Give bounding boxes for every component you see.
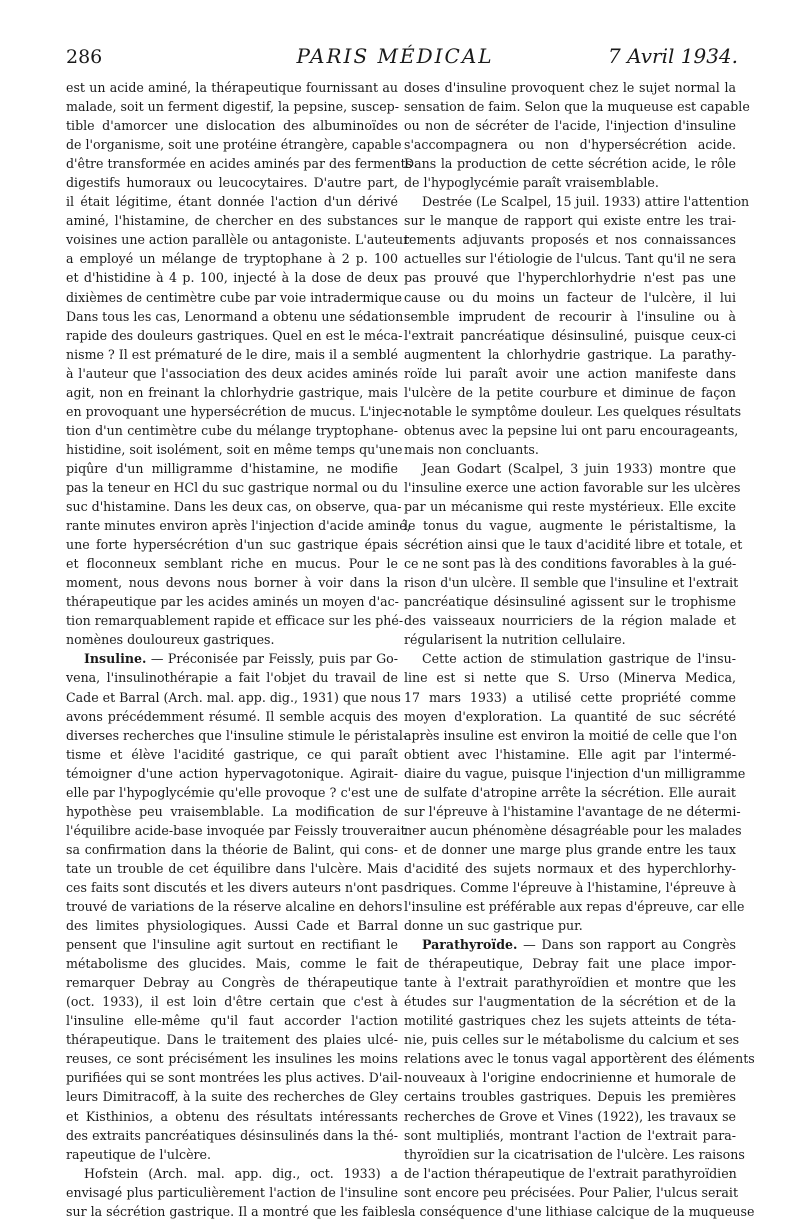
text-line: tements adjuvants proposés et nos connaissances [404, 232, 736, 248]
text-line: rante minutes environ après l'injection d'acide aminé, [66, 518, 411, 534]
text-line: témoigner d'une action hypervagotonique. Agirait- [66, 765, 398, 781]
text-line: envisagé plus particulièrement l'action de l'insuline [66, 1184, 398, 1200]
text-line: aminé, l'histamine, de chercher en des substances [66, 213, 398, 229]
text-line: Parathyroïde. — Dans son rapport au Congrès [422, 937, 736, 953]
text-line: trouvé de variations de la réserve alcaline en dehors [66, 899, 403, 915]
text-line: motilité gastriques chez les sujets atteints de téta- [404, 1013, 736, 1029]
text-line: tante à l'extrait parathyroïdien et montre que les [404, 975, 736, 991]
text-line: la conséquence d'une lithiase calcique de la muqueuse [404, 1203, 755, 1219]
text-line: d'acidité des sujets normaux et des hyperchlorhy- [404, 860, 736, 876]
text-line: thyroïdien sur la cicatrisation de l'ulcère. Les raisons [404, 1146, 745, 1162]
text-line: sensation de faim. Selon que la muqueuse est capable [404, 99, 750, 115]
text-line: de l'action thérapeutique de l'extrait parathyroïdien [404, 1165, 737, 1181]
text-line: est un acide aminé, la thérapeutique fournissant au [66, 80, 398, 95]
text-line: sur le manque de rapport qui existe entre les trai- [404, 213, 736, 229]
text-line: driques. Comme l'épreuve à l'histamine, l'épreuve à [404, 879, 737, 895]
text-line: il était légitime, étant donnée l'action d'un dérivé [66, 194, 398, 210]
text-line: des vaisseaux nourriciers de la région malade et [404, 613, 736, 629]
text-line: tion d'un centimètre cube du mélange tryptophane- [66, 422, 398, 438]
text-line: moyen d'exploration. La quantité de suc sécrété [404, 708, 736, 724]
text-line: augmentent la chlorhydrie gastrique. La parathy- [404, 346, 736, 362]
text-line: piqûre d'un milligramme d'histamine, ne modifie [66, 460, 398, 476]
text-line: histidine, soit isolément, soit en même temps qu'une [66, 441, 403, 457]
text-line: reuses, ce sont précisément les insulines les moins [66, 1051, 398, 1067]
text-line: à l'auteur que l'association des deux acides aminés [66, 365, 398, 381]
text-line: Dans la production de cette sécrétion acide, le rôle [404, 156, 736, 172]
text-line: thérapeutique par les acides aminés un moyen d'ac- [66, 594, 399, 610]
text-line: notable le symptôme douleur. Les quelques résultats [404, 403, 742, 419]
text-line: sont encore peu précisées. Pour Palier, l'ulcus serait [404, 1184, 739, 1200]
text-line: des extraits pancréatiques désinsulinés dans la thé- [66, 1127, 398, 1143]
text-line: de thérapeutique, Debray fait une place impor- [404, 956, 736, 972]
text-line: a employé un mélange de tryptophane à 2 p. 100 [66, 251, 398, 267]
text-line: pas prouvé que l'hyperchlorhydrie n'est pas une [404, 270, 736, 286]
text-line: l'insuline exerce une action favorable sur les ulcères [404, 479, 741, 495]
text-line: une forte hypersécrétion d'un suc gastrique épais [66, 537, 398, 553]
text-line: nie, puis celles sur le métabolisme du calcium et ses [404, 1032, 740, 1048]
text-line: remarquer Debray au Congrès de thérapeutique [66, 975, 398, 991]
text-line: ces faits sont discutés et les divers auteurs n'ont pas [66, 879, 404, 895]
text-line: thérapeutique. Dans le traitement des plaies ulcé- [66, 1032, 398, 1048]
text-line: voisines une action parallèle ou antagoniste. L'auteur [66, 232, 410, 248]
text-line: Insuline. — Préconisée par Feissly, puis par Go- [84, 651, 398, 667]
text-line: roïde lui paraît avoir une action manifeste dans [404, 365, 736, 381]
text-line: Destrée (Le Scalpel, 15 juil. 1933) attire l'attention [422, 194, 750, 210]
text-line: sur l'épreuve à l'histamine l'avantage de ne détermi- [404, 803, 741, 819]
text-line: certains troubles gastriques. Depuis les premières [404, 1089, 736, 1105]
text-line: doses d'insuline provoquent chez le sujet normal la [404, 80, 736, 95]
text-line: tion remarquablement rapide et efficace sur les phé- [66, 613, 404, 629]
text-line: l'insuline elle-même qu'il faut accorder l'action [66, 1013, 398, 1029]
text-line: rapeutique de l'ulcère. [66, 1146, 212, 1162]
text-line: et de donner une marge plus grande entre les taux [404, 841, 736, 857]
text-line: s'accompagnera ou non d'hypersécrétion acide. [404, 137, 736, 153]
text-line: rapide des douleurs gastriques. Quel en est le méca- [66, 327, 403, 343]
text-line: elle par l'hypoglycémie qu'elle provoque ? c'est une [66, 784, 398, 800]
text-line: Jean Godart (Scalpel, 3 juin 1933) montre que [422, 460, 736, 476]
journal-title: PARIS MÉDICAL [296, 44, 494, 68]
text-line: en provoquant une hypersécrétion de mucus. L'injec- [66, 403, 407, 419]
text-line: Dans tous les cas, Lenormand a obtenu une sédation [66, 308, 404, 324]
text-line: sont multipliés, montrant l'action de l'extrait para- [404, 1127, 736, 1143]
text-line: pensent que l'insuline agit surtout en rectifiant le [66, 937, 398, 953]
text-line: mais non concluants. [404, 441, 539, 457]
text-line: des limites physiologiques. Aussi Cade et Barral [66, 918, 398, 934]
text-line: Cette action de stimulation gastrique de l'insu- [422, 651, 736, 667]
text-line: pancréatique désinsuliné agissent sur le trophisme [404, 594, 736, 610]
text-line: de l'hypoglycémie paraît vraisemblable. [404, 175, 659, 191]
text-line: leurs Dimitracoff, à la suite des recherches de Gley [66, 1089, 398, 1105]
text-line: diaire du vague, puisque l'injection d'un milligramme [404, 765, 746, 781]
text-line: et d'histidine à 4 p. 100, injecté à la dose de deux [66, 270, 398, 286]
text-line: semble imprudent de recourir à l'insuline ou à [404, 308, 736, 324]
text-line: ou non de sécréter de l'acide, l'injection d'insuline [404, 118, 736, 134]
text-line: obtient avec l'histamine. Elle agit par l'intermé- [404, 746, 736, 762]
text-line: de sulfate d'atropine arrête la sécrétion. Elle aurait [404, 784, 736, 800]
text-line: (oct. 1933), il est loin d'être certain que c'est à [66, 994, 398, 1010]
text-line: donne un suc gastrique pur. [404, 918, 583, 934]
text-line: dixièmes de centimètre cube par voie intradermique [66, 289, 403, 305]
text-line: d'être transformée en acides aminés par des ferments [66, 156, 413, 172]
text-line: actuelles sur l'étiologie de l'ulcus. Tant qu'il ne sera [404, 251, 737, 267]
text-line: Cade et Barral (Arch. mal. app. dig., 1931) que nous [66, 689, 401, 705]
text-line: régularisent la nutrition cellulaire. [404, 632, 626, 648]
text-line: après insuline est environ la moitié de celle que l'on [404, 727, 738, 743]
text-line: rison d'un ulcère. Il semble que l'insuline et l'extrait [404, 575, 739, 591]
issue-date: 7 Avril 1934. [608, 44, 738, 68]
text-line: moment, nous devons nous borner à voir dans la [66, 575, 398, 591]
text-line: tate un trouble de cet équilibre dans l'ulcère. Mais [66, 860, 398, 876]
text-line: tisme et élève l'acidité gastrique, ce qui paraît [66, 746, 398, 762]
text-line: diverses recherches que l'insuline stimule le péristal- [66, 727, 408, 743]
text-line: hypothèse peu vraisemblable. La modification de [66, 803, 398, 819]
text-line: ce ne sont pas là des conditions favorables à la gué- [404, 556, 737, 572]
text-line: nomènes douloureux gastriques. [66, 632, 275, 648]
text-line: sur la sécrétion gastrique. Il a montré que les faibles [66, 1203, 405, 1219]
left-column [66, 78, 413, 1221]
text-line: métabolisme des glucides. Mais, comme le fait [66, 956, 398, 972]
text-line: de l'organisme, soit une protéine étrangère, capable [66, 137, 402, 153]
text-line: purifiées qui se sont montrées les plus actives. D'ail- [66, 1070, 403, 1086]
right-column [404, 78, 755, 1221]
text-line: relations avec le tonus vagal apportèrent des éléments [404, 1051, 755, 1067]
text-line: sa confirmation dans la théorie de Balint, qui cons- [66, 841, 398, 857]
text-line: et Kisthinios, a obtenu des résultats intéressants [66, 1108, 398, 1124]
text-line: cause ou du moins un facteur de l'ulcère, il lui [404, 289, 736, 305]
text-line: recherches de Grove et Vines (1922), les travaux se [404, 1108, 736, 1124]
page-header [52, 0, 738, 80]
text-line: digestifs humoraux ou leucocytaires. D'autre part, [66, 175, 398, 191]
text-line: nouveaux à l'origine endocrinienne et humorale de [404, 1070, 736, 1086]
text-line: ner aucun phénomène désagréable pour les malades [404, 822, 742, 838]
text-line: le tonus du vague, augmente le péristaltisme, la [404, 518, 736, 534]
text-line: avons précédemment résumé. Il semble acquis des [66, 708, 398, 724]
text-line: l'équilibre acide-base invoquée par Feissly trouverait [66, 822, 406, 838]
text-line: études sur l'augmentation de la sécrétion et de la [404, 994, 736, 1010]
page-number: 286 [66, 46, 103, 68]
text-line: nisme ? Il est prématuré de le dire, mais il a semblé [66, 346, 398, 362]
text-line: et floconneux semblant riche en mucus. Pour le [66, 556, 398, 572]
text-line: malade, soit un ferment digestif, la pepsine, suscep- [66, 99, 399, 115]
text-line: vena, l'insulinothérapie a fait l'objet du travail de [66, 670, 398, 686]
text-line: Hofstein (Arch. mal. app. dig., oct. 1933) a [84, 1165, 398, 1181]
text-line: pas la teneur en HCl du suc gastrique normal ou du [66, 479, 398, 495]
text-line: l'insuline est préférable aux repas d'épreuve, car elle [404, 899, 745, 915]
text-line: obtenus avec la pepsine lui ont paru encourageants, [404, 422, 739, 438]
text-line: par un mécanisme qui reste mystérieux. Elle excite [404, 499, 736, 515]
text-line: line est si nette que S. Urso (Minerva Medica, [404, 670, 736, 686]
text-line: 17 mars 1933) a utilisé cette propriété comme [404, 689, 736, 705]
text-line: suc d'histamine. Dans les deux cas, on observe, qua- [66, 499, 402, 515]
text-line: l'extrait pancréatique désinsuliné, puisque ceux-ci [404, 327, 736, 343]
text-line: agit, non en freinant la chlorhydrie gastrique, mais [66, 384, 398, 400]
text-line: tible d'amorcer une dislocation des albuminoïdes [66, 118, 398, 134]
text-line: sécrétion ainsi que le taux d'acidité libre et totale, et [404, 537, 743, 553]
text-line: l'ulcère de la petite courbure et diminue de façon [404, 384, 736, 400]
